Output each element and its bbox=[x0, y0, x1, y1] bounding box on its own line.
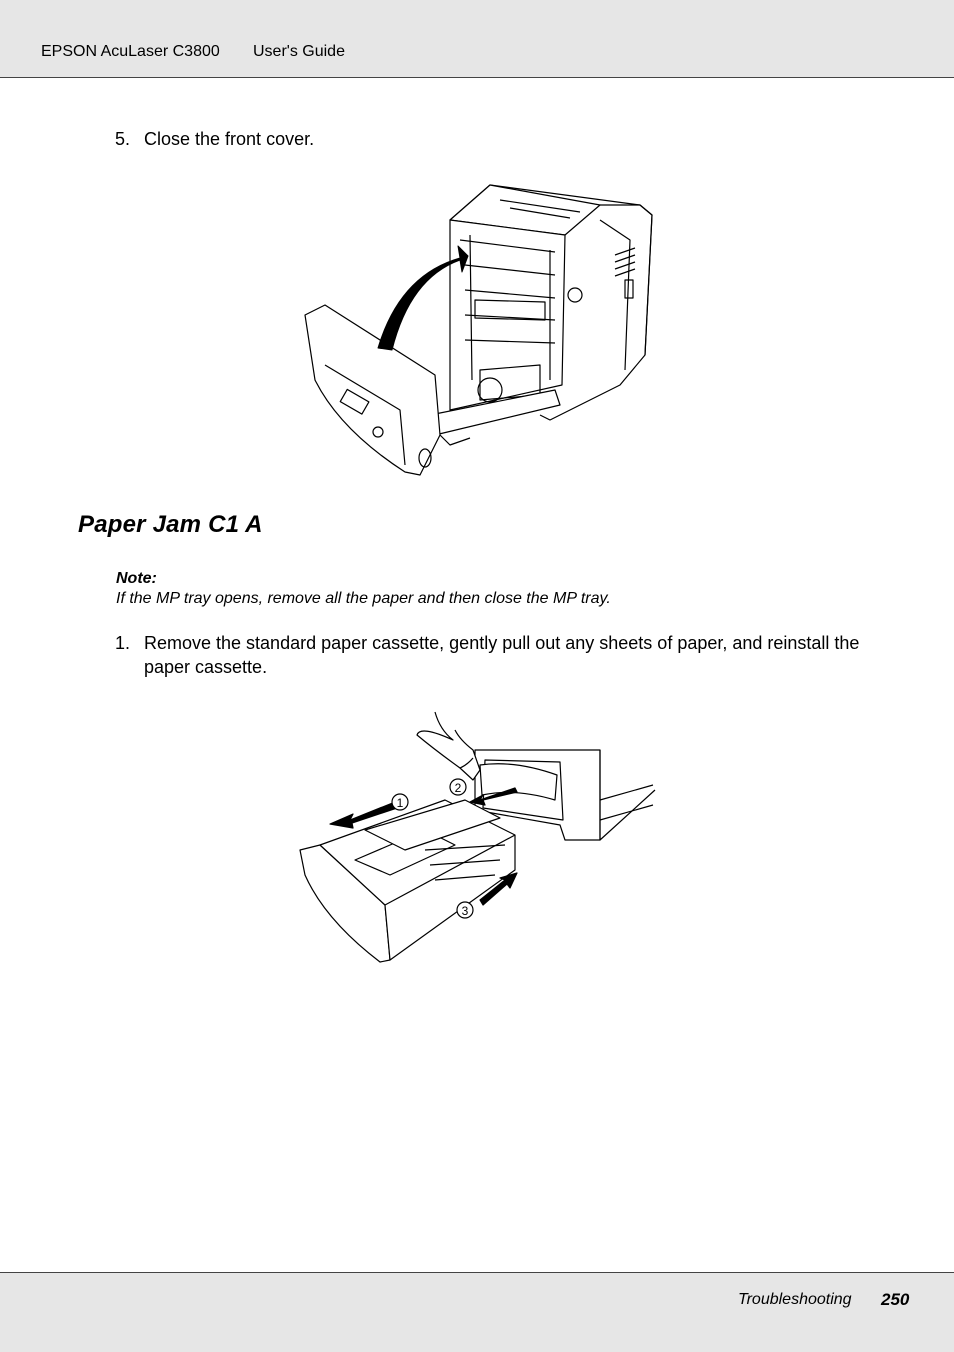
callout-1: 1 bbox=[396, 796, 404, 810]
printer-front-cover-illustration bbox=[300, 180, 660, 480]
footer-section-name: Troubleshooting bbox=[738, 1291, 852, 1308]
step-text: Close the front cover. bbox=[144, 129, 315, 149]
paper-cassette-illustration bbox=[295, 710, 660, 970]
step-close-front-cover bbox=[115, 127, 895, 151]
callout-3: 3 bbox=[461, 904, 469, 918]
note-label: Note: bbox=[116, 570, 157, 587]
step-text: Remove the standard paper cassette, gently pull out any sheets of paper, and reinstall the paper cassette. bbox=[144, 633, 860, 677]
step-number: 1. bbox=[115, 633, 131, 653]
page-header bbox=[0, 0, 954, 78]
page-footer bbox=[0, 1272, 954, 1352]
callout-2: 2 bbox=[454, 781, 462, 795]
header-guide-name: User's Guide bbox=[253, 43, 345, 60]
note-text: If the MP tray opens, remove all the paper and then close the MP tray. bbox=[116, 590, 611, 607]
step-remove-cassette bbox=[115, 631, 895, 679]
page-number: 250 bbox=[881, 1290, 910, 1309]
section-title: Paper Jam C1 A bbox=[78, 511, 263, 538]
step-number: 5. bbox=[115, 129, 131, 149]
header-product-name: EPSON AcuLaser C3800 bbox=[41, 43, 220, 60]
